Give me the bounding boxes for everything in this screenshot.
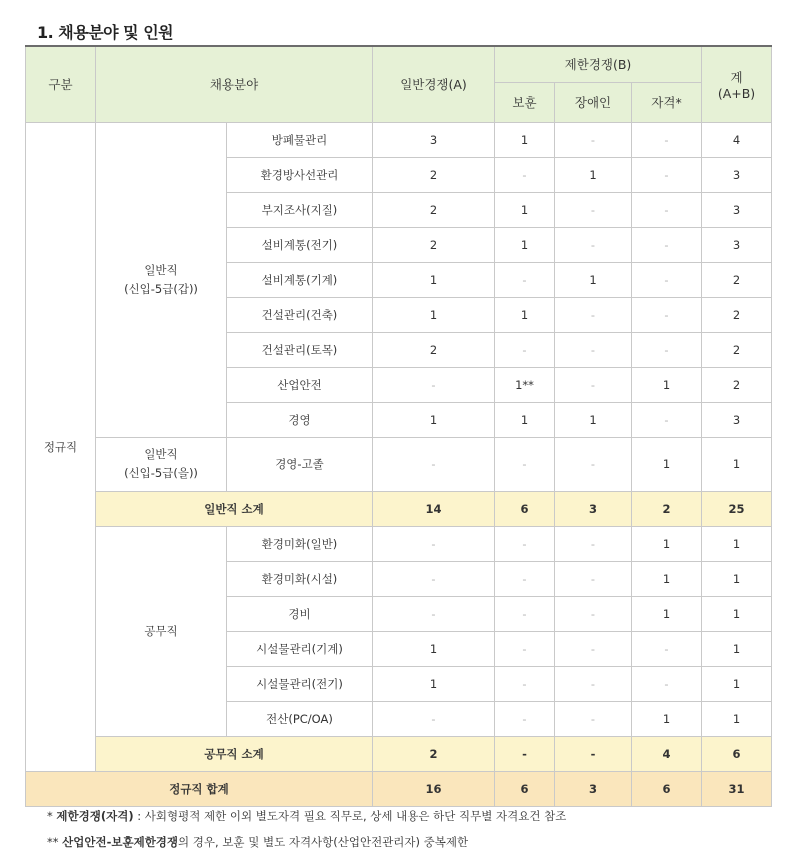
disabled-count: -	[555, 561, 632, 596]
qualified-count: -	[632, 157, 702, 192]
general-count: -	[373, 701, 495, 736]
group-general-eul-line2: (신입-5급(을))	[124, 466, 198, 480]
general-count: 1	[373, 262, 495, 297]
total-count: 25	[702, 491, 772, 526]
header-disabled: 장애인	[555, 82, 632, 122]
disabled-count: -	[555, 666, 632, 701]
field-name: 환경방사선관리	[227, 157, 373, 192]
header-limited: 제한경쟁(B)	[495, 46, 702, 82]
qualified-count: -	[632, 332, 702, 367]
general-count: 2	[373, 227, 495, 262]
disabled-count: 3	[555, 771, 632, 806]
grand-total-label: 정규직 합계	[26, 771, 373, 806]
total-count: 3	[702, 402, 772, 437]
total-count: 1	[702, 631, 772, 666]
total-count: 1	[702, 701, 772, 736]
veteran-count: -	[495, 701, 555, 736]
group-general-eul	[96, 437, 227, 491]
disabled-count: -	[555, 736, 632, 771]
field-name: 경비	[227, 596, 373, 631]
footnote-2-prefix: **	[47, 835, 63, 849]
disabled-count: 1	[555, 262, 632, 297]
veteran-count: 6	[495, 771, 555, 806]
disabled-count: -	[555, 227, 632, 262]
group-general-gap	[96, 122, 227, 437]
total-count: 3	[702, 192, 772, 227]
field-name: 부지조사(지질)	[227, 192, 373, 227]
veteran-count: -	[495, 666, 555, 701]
total-count: 31	[702, 771, 772, 806]
veteran-count: -	[495, 561, 555, 596]
general-count: 16	[373, 771, 495, 806]
table-row	[26, 526, 772, 561]
general-count: 1	[373, 666, 495, 701]
disabled-count: -	[555, 367, 632, 402]
general-count: 2	[373, 736, 495, 771]
header-total-line1: 계	[730, 69, 743, 85]
disabled-count: -	[555, 701, 632, 736]
header-total-line2: (A+B)	[717, 85, 756, 101]
qualified-count: 1	[632, 526, 702, 561]
veteran-count: 1	[495, 402, 555, 437]
total-count: 1	[702, 596, 772, 631]
general-count: 1	[373, 402, 495, 437]
qualified-count: 1	[632, 437, 702, 491]
category-regular: 정규직	[26, 122, 96, 771]
total-count: 2	[702, 297, 772, 332]
subtotal-row-public	[26, 736, 772, 771]
footnote-1-prefix: *	[47, 809, 57, 823]
qualified-count: 1	[632, 701, 702, 736]
disabled-count: -	[555, 122, 632, 157]
veteran-count: 1	[495, 297, 555, 332]
general-count: -	[373, 596, 495, 631]
total-count: 2	[702, 262, 772, 297]
total-count: 6	[702, 736, 772, 771]
recruitment-table	[25, 45, 772, 807]
disabled-count: -	[555, 297, 632, 332]
subtotal-public-label: 공무직 소계	[96, 736, 373, 771]
qualified-count: 4	[632, 736, 702, 771]
field-name: 환경미화(일반)	[227, 526, 373, 561]
general-count: -	[373, 437, 495, 491]
table-body	[26, 122, 772, 806]
group-general-eul-line1: 일반직	[144, 447, 178, 461]
veteran-count: -	[495, 157, 555, 192]
total-count: 2	[702, 367, 772, 402]
veteran-count: -	[495, 631, 555, 666]
total-count: 4	[702, 122, 772, 157]
disabled-count: -	[555, 192, 632, 227]
disabled-count: -	[555, 437, 632, 491]
veteran-count: -	[495, 596, 555, 631]
footnote-1-text: : 사회형평적 제한 이외 별도자격 필요 직무로, 상세 내용은 하단 직무별 자격요건 참조	[133, 809, 567, 823]
veteran-count: 1**	[495, 367, 555, 402]
subtotal-general-label: 일반직 소계	[96, 491, 373, 526]
field-name: 경영-고졸	[227, 437, 373, 491]
qualified-count: 6	[632, 771, 702, 806]
field-name: 방폐물관리	[227, 122, 373, 157]
grand-total-row	[26, 771, 772, 806]
header-veteran: 보훈	[495, 82, 555, 122]
qualified-count: 1	[632, 561, 702, 596]
disabled-count: 1	[555, 157, 632, 192]
field-name: 설비계통(기계)	[227, 262, 373, 297]
header-qualified: 자격*	[632, 82, 702, 122]
total-count: 3	[702, 227, 772, 262]
general-count: 2	[373, 332, 495, 367]
disabled-count: 3	[555, 491, 632, 526]
general-count: 2	[373, 192, 495, 227]
qualified-count: -	[632, 631, 702, 666]
field-name: 산업안전	[227, 367, 373, 402]
field-name: 경영	[227, 402, 373, 437]
table-row	[26, 122, 772, 157]
general-count: -	[373, 561, 495, 596]
qualified-count: -	[632, 666, 702, 701]
total-count: 1	[702, 526, 772, 561]
qualified-count: -	[632, 227, 702, 262]
footnote-2-term: 산업안전-보훈제한경쟁	[62, 835, 179, 849]
total-count: 3	[702, 157, 772, 192]
footnote-2	[47, 834, 468, 850]
footnote-1	[47, 808, 566, 824]
veteran-count: 6	[495, 491, 555, 526]
field-name: 설비계통(전기)	[227, 227, 373, 262]
field-name: 시설물관리(기계)	[227, 631, 373, 666]
header-gubun: 구분	[26, 46, 96, 122]
qualified-count: 2	[632, 491, 702, 526]
general-count: -	[373, 526, 495, 561]
total-count: 1	[702, 561, 772, 596]
qualified-count: -	[632, 122, 702, 157]
general-count: 3	[373, 122, 495, 157]
veteran-count: -	[495, 736, 555, 771]
field-name: 시설물관리(전기)	[227, 666, 373, 701]
veteran-count: -	[495, 526, 555, 561]
field-name: 건설관리(토목)	[227, 332, 373, 367]
field-name: 건설관리(건축)	[227, 297, 373, 332]
header-total	[702, 46, 772, 122]
total-count: 1	[702, 666, 772, 701]
field-name: 전산(PC/OA)	[227, 701, 373, 736]
veteran-count: 1	[495, 122, 555, 157]
veteran-count: -	[495, 262, 555, 297]
general-count: 1	[373, 631, 495, 666]
general-count: 2	[373, 157, 495, 192]
veteran-count: 1	[495, 227, 555, 262]
group-general-gap-line1: 일반직	[144, 262, 178, 277]
total-count: 1	[702, 437, 772, 491]
qualified-count: -	[632, 402, 702, 437]
qualified-count: -	[632, 262, 702, 297]
general-count: -	[373, 367, 495, 402]
veteran-count: -	[495, 332, 555, 367]
disabled-count: -	[555, 631, 632, 666]
table-row	[26, 437, 772, 491]
veteran-count: -	[495, 437, 555, 491]
group-general-gap-line2: (신입-5급(갑))	[124, 281, 198, 296]
subtotal-row-general	[26, 491, 772, 526]
footnote-1-term: 제한경쟁(자격)	[56, 809, 134, 823]
header-general: 일반경쟁(A)	[373, 46, 495, 122]
qualified-count: -	[632, 192, 702, 227]
disabled-count: -	[555, 332, 632, 367]
qualified-count: 1	[632, 367, 702, 402]
section-title: 1. 채용분야 및 인원	[37, 23, 174, 42]
general-count: 14	[373, 491, 495, 526]
qualified-count: -	[632, 297, 702, 332]
header-field: 채용분야	[96, 46, 373, 122]
disabled-count: 1	[555, 402, 632, 437]
field-name: 환경미화(시설)	[227, 561, 373, 596]
group-public: 공무직	[96, 526, 227, 736]
total-count: 2	[702, 332, 772, 367]
disabled-count: -	[555, 596, 632, 631]
qualified-count: 1	[632, 596, 702, 631]
general-count: 1	[373, 297, 495, 332]
veteran-count: 1	[495, 192, 555, 227]
disabled-count: -	[555, 526, 632, 561]
footnote-2-text: 의 경우, 보훈 및 별도 자격사항(산업안전관리자) 중복제한	[178, 835, 469, 849]
